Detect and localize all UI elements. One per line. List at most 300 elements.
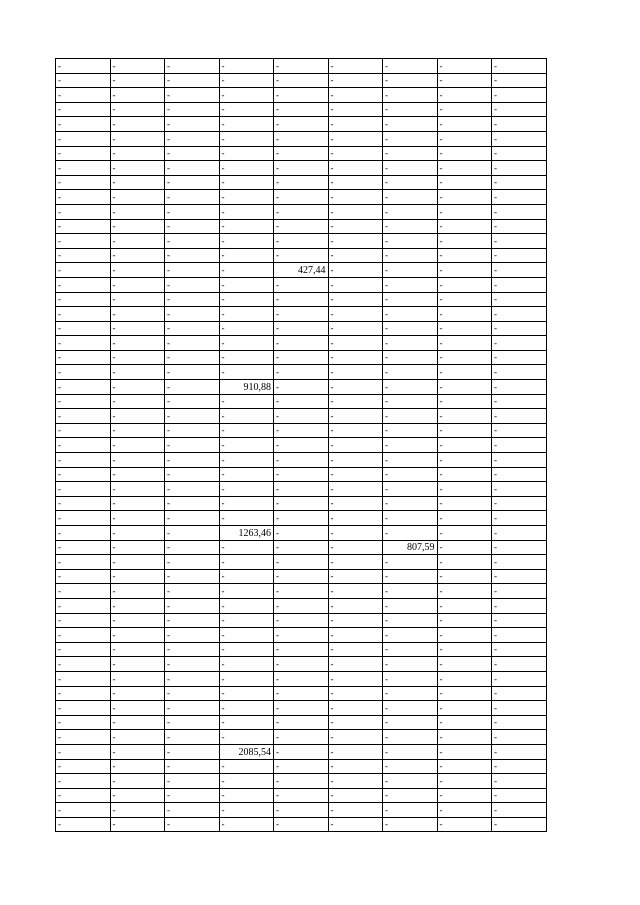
table-cell-empty: - — [328, 803, 383, 818]
table-cell-empty: - — [56, 657, 111, 672]
table-row — [56, 584, 547, 599]
table-cell-empty: - — [274, 365, 329, 380]
table-row — [56, 73, 547, 88]
table-cell-empty: - — [383, 394, 438, 409]
table-cell-empty: - — [165, 190, 220, 205]
table-cell-empty: - — [219, 146, 274, 161]
table-cell-empty: - — [56, 423, 111, 438]
table-row — [56, 788, 547, 803]
table-cell-empty: - — [219, 511, 274, 526]
table-cell-empty: - — [383, 598, 438, 613]
table-cell-empty: - — [219, 467, 274, 482]
table-row — [56, 701, 547, 716]
table-cell-empty: - — [274, 117, 329, 132]
table-cell-empty: - — [56, 88, 111, 103]
table-cell-empty: - — [56, 584, 111, 599]
table-cell-empty: - — [437, 234, 492, 249]
table-cell-empty: - — [492, 555, 547, 570]
table-cell-empty: - — [219, 438, 274, 453]
table-cell-empty: - — [274, 438, 329, 453]
table-cell-empty: - — [383, 642, 438, 657]
table-cell-empty: - — [383, 788, 438, 803]
table-cell-empty: - — [56, 438, 111, 453]
table-cell-empty: - — [165, 555, 220, 570]
table-row — [56, 453, 547, 468]
table-cell-empty: - — [165, 730, 220, 745]
table-cell-empty: - — [437, 817, 492, 832]
table-cell-empty: - — [492, 511, 547, 526]
table-cell-empty: - — [274, 59, 329, 74]
table-cell-empty: - — [219, 453, 274, 468]
table-cell-empty: - — [492, 88, 547, 103]
table-cell-empty: - — [383, 409, 438, 424]
table-cell-empty: - — [492, 453, 547, 468]
table-cell-empty: - — [165, 350, 220, 365]
table-cell-empty: - — [328, 584, 383, 599]
table-cell-empty: - — [165, 307, 220, 322]
table-cell-empty: - — [56, 730, 111, 745]
table-cell-empty: - — [328, 526, 383, 541]
table-cell-empty: - — [492, 715, 547, 730]
table-cell-empty: - — [274, 336, 329, 351]
table-cell-empty: - — [165, 584, 220, 599]
table-cell-empty: - — [56, 759, 111, 774]
table-cell-empty: - — [274, 204, 329, 219]
table-cell-empty: - — [492, 482, 547, 497]
table-cell-empty: - — [437, 365, 492, 380]
table-row — [56, 88, 547, 103]
table-cell-empty: - — [274, 526, 329, 541]
table-cell-empty: - — [219, 701, 274, 716]
table-row — [56, 365, 547, 380]
table-cell-empty: - — [328, 686, 383, 701]
table-cell-empty: - — [492, 438, 547, 453]
table-cell-empty: - — [56, 234, 111, 249]
table-row — [56, 394, 547, 409]
table-cell-empty: - — [383, 467, 438, 482]
table-cell-empty: - — [492, 496, 547, 511]
table-cell-empty: - — [437, 686, 492, 701]
table-cell-empty: - — [437, 423, 492, 438]
table-row — [56, 642, 547, 657]
table-cell-empty: - — [328, 744, 383, 759]
table-cell-empty: - — [110, 204, 165, 219]
table-cell-empty: - — [219, 102, 274, 117]
table-cell-empty: - — [328, 453, 383, 468]
table-cell-empty: - — [56, 511, 111, 526]
table-cell-empty: - — [328, 671, 383, 686]
table-cell-empty: - — [437, 657, 492, 672]
table-cell-empty: - — [383, 730, 438, 745]
table-cell-empty: - — [219, 482, 274, 497]
table-cell-empty: - — [492, 657, 547, 672]
table-cell-empty: - — [110, 307, 165, 322]
table-cell-empty: - — [110, 628, 165, 643]
table-cell-empty: - — [492, 613, 547, 628]
table-cell-empty: - — [219, 117, 274, 132]
table-cell-empty: - — [274, 715, 329, 730]
table-cell-empty: - — [383, 526, 438, 541]
table-cell-empty: - — [328, 59, 383, 74]
table-cell-empty: - — [328, 336, 383, 351]
table-cell-empty: - — [165, 467, 220, 482]
table-cell-empty: - — [383, 759, 438, 774]
table-cell-empty: - — [328, 569, 383, 584]
table-cell-empty: - — [165, 131, 220, 146]
table-cell-empty: - — [56, 701, 111, 716]
table-cell-empty: - — [383, 263, 438, 278]
table-cell-empty: - — [56, 102, 111, 117]
table-cell-empty: - — [383, 175, 438, 190]
table-cell-empty: - — [437, 744, 492, 759]
table-cell-empty: - — [219, 598, 274, 613]
table-row — [56, 598, 547, 613]
table-cell-empty: - — [110, 248, 165, 263]
table-cell-empty: - — [56, 774, 111, 789]
table-cell-empty: - — [110, 380, 165, 395]
table-cell-empty: - — [110, 161, 165, 176]
table-cell-empty: - — [56, 336, 111, 351]
table-cell-empty: - — [274, 409, 329, 424]
table-cell-empty: - — [165, 146, 220, 161]
table-cell-empty: - — [165, 642, 220, 657]
table-cell-empty: - — [437, 628, 492, 643]
table-cell-empty: - — [274, 277, 329, 292]
table-cell-empty: - — [110, 657, 165, 672]
table-cell-empty: - — [274, 774, 329, 789]
table-cell-empty: - — [328, 365, 383, 380]
table-cell-empty: - — [492, 817, 547, 832]
table-cell-empty: - — [219, 59, 274, 74]
table-cell-empty: - — [383, 277, 438, 292]
table-cell-empty: - — [165, 759, 220, 774]
table-cell-empty: - — [110, 569, 165, 584]
table-cell-empty: - — [492, 598, 547, 613]
table-cell-empty: - — [56, 715, 111, 730]
table-cell-empty: - — [328, 613, 383, 628]
table-cell-empty: - — [274, 803, 329, 818]
table-cell-empty: - — [274, 190, 329, 205]
table-cell-empty: - — [56, 307, 111, 322]
table-cell-empty: - — [56, 292, 111, 307]
table-cell-empty: - — [165, 788, 220, 803]
table-cell-empty: - — [219, 350, 274, 365]
table-row — [56, 496, 547, 511]
table-row — [56, 161, 547, 176]
table-row — [56, 102, 547, 117]
table-row — [56, 175, 547, 190]
table-cell-empty: - — [437, 102, 492, 117]
table-cell-empty: - — [328, 482, 383, 497]
table-cell-empty: - — [165, 204, 220, 219]
table-cell-empty: - — [383, 584, 438, 599]
table-cell-empty: - — [328, 540, 383, 555]
table-cell-empty: - — [219, 657, 274, 672]
table-cell-empty: - — [110, 117, 165, 132]
table-cell-empty: - — [274, 598, 329, 613]
table-cell-empty: - — [219, 613, 274, 628]
table-cell-empty: - — [492, 161, 547, 176]
table-cell-empty: - — [110, 496, 165, 511]
table-cell-empty: - — [56, 394, 111, 409]
table-cell-empty: - — [492, 730, 547, 745]
table-cell-empty: - — [383, 59, 438, 74]
table-cell-empty: - — [274, 730, 329, 745]
table-cell-empty: - — [492, 321, 547, 336]
table-row — [56, 336, 547, 351]
table-cell-empty: - — [110, 759, 165, 774]
table-cell-empty: - — [110, 146, 165, 161]
table-cell-empty: - — [165, 774, 220, 789]
table-cell-empty: - — [437, 453, 492, 468]
table-cell-empty: - — [56, 175, 111, 190]
table-cell-empty: - — [492, 131, 547, 146]
table-cell-empty: - — [437, 161, 492, 176]
table-cell-empty: - — [219, 204, 274, 219]
table-cell-empty: - — [110, 526, 165, 541]
table-cell-empty: - — [328, 701, 383, 716]
table-cell-empty: - — [219, 219, 274, 234]
table-cell-empty: - — [56, 73, 111, 88]
table-cell-empty: - — [56, 131, 111, 146]
table-cell-empty: - — [328, 234, 383, 249]
table-cell-empty: - — [437, 555, 492, 570]
table-cell-empty: - — [383, 190, 438, 205]
table-cell-empty: - — [328, 657, 383, 672]
table-cell-empty: - — [437, 88, 492, 103]
table-cell-empty: - — [328, 73, 383, 88]
table-cell-empty: - — [328, 204, 383, 219]
table-cell-empty: - — [165, 569, 220, 584]
table-cell-empty: - — [437, 584, 492, 599]
table-cell-empty: - — [110, 175, 165, 190]
table-cell-empty: - — [492, 774, 547, 789]
table-row — [56, 759, 547, 774]
table-cell-empty: - — [165, 438, 220, 453]
table-cell-empty: - — [165, 219, 220, 234]
table-cell-empty: - — [383, 628, 438, 643]
table-cell-empty: - — [219, 161, 274, 176]
table-row — [56, 248, 547, 263]
table-cell-empty: - — [492, 59, 547, 74]
table-cell-empty: - — [110, 423, 165, 438]
table-cell-empty: - — [56, 803, 111, 818]
table-cell-empty: - — [219, 277, 274, 292]
table-cell-empty: - — [437, 526, 492, 541]
table-cell-empty: - — [110, 613, 165, 628]
table-cell-empty: - — [492, 671, 547, 686]
table-cell-empty: - — [274, 73, 329, 88]
table-cell-empty: - — [165, 263, 220, 278]
table-cell-empty: - — [56, 263, 111, 278]
table-row — [56, 350, 547, 365]
table-cell-empty: - — [110, 744, 165, 759]
table-cell-empty: - — [492, 307, 547, 322]
table-cell-empty: - — [383, 423, 438, 438]
table-cell-empty: - — [219, 131, 274, 146]
table-cell-empty: - — [383, 161, 438, 176]
table-cell-empty: - — [383, 292, 438, 307]
table-cell-empty: - — [437, 146, 492, 161]
table-row — [56, 263, 547, 278]
table-cell-empty: - — [328, 321, 383, 336]
table-cell-empty: - — [492, 686, 547, 701]
table-cell-empty: - — [110, 803, 165, 818]
table-cell-empty: - — [383, 482, 438, 497]
table-cell-empty: - — [328, 730, 383, 745]
table-cell-empty: - — [56, 190, 111, 205]
table-cell-empty: - — [110, 598, 165, 613]
table-cell-empty: - — [492, 642, 547, 657]
table-cell-empty: - — [437, 511, 492, 526]
table-cell-empty: - — [110, 584, 165, 599]
table-cell-empty: - — [492, 540, 547, 555]
table-cell-empty: - — [437, 292, 492, 307]
table-cell-empty: - — [492, 365, 547, 380]
table-cell-empty: - — [492, 263, 547, 278]
table-cell-empty: - — [274, 453, 329, 468]
table-cell-empty: - — [219, 88, 274, 103]
table-cell-empty: - — [110, 453, 165, 468]
table-cell-empty: - — [165, 102, 220, 117]
table-row — [56, 292, 547, 307]
table-cell-empty: - — [274, 555, 329, 570]
table-cell-empty: - — [492, 701, 547, 716]
table-cell-empty: - — [328, 161, 383, 176]
table-cell-empty: - — [437, 701, 492, 716]
table-cell-empty: - — [328, 175, 383, 190]
table-cell-empty: - — [219, 263, 274, 278]
table-cell-empty: - — [383, 365, 438, 380]
table-cell-empty: - — [110, 482, 165, 497]
table-cell-empty: - — [437, 569, 492, 584]
table-cell-empty: - — [274, 146, 329, 161]
table-cell-empty: - — [437, 321, 492, 336]
table-cell-empty: - — [274, 496, 329, 511]
table-cell-empty: - — [274, 161, 329, 176]
table-cell-empty: - — [383, 204, 438, 219]
table-row — [56, 686, 547, 701]
table-cell-empty: - — [56, 365, 111, 380]
table-cell-empty: - — [492, 234, 547, 249]
table-cell-empty: - — [219, 569, 274, 584]
table-cell-empty: - — [110, 336, 165, 351]
table-cell-empty: - — [383, 569, 438, 584]
table-cell-empty: - — [56, 496, 111, 511]
table-cell-empty: - — [328, 146, 383, 161]
table-cell-empty: - — [328, 88, 383, 103]
table-row — [56, 277, 547, 292]
table-cell-empty: - — [165, 88, 220, 103]
table-cell-empty: - — [110, 394, 165, 409]
table-cell-empty: - — [383, 496, 438, 511]
table-row — [56, 59, 547, 74]
table-cell-empty: - — [110, 102, 165, 117]
table-cell-empty: - — [219, 496, 274, 511]
table-cell-empty: - — [165, 336, 220, 351]
table-cell-empty: - — [328, 423, 383, 438]
table-cell-empty: - — [437, 117, 492, 132]
table-cell-empty: - — [274, 657, 329, 672]
table-cell-empty: - — [165, 409, 220, 424]
table-cell-empty: - — [492, 292, 547, 307]
table-cell-empty: - — [383, 701, 438, 716]
table-cell-empty: - — [165, 628, 220, 643]
table-cell-empty: - — [110, 365, 165, 380]
table-cell-empty: - — [437, 204, 492, 219]
table-cell-empty: - — [383, 774, 438, 789]
table-cell-empty: - — [383, 117, 438, 132]
table-cell-empty: - — [110, 292, 165, 307]
table-cell-empty: - — [328, 102, 383, 117]
table-cell-empty: - — [110, 671, 165, 686]
table-cell-empty: - — [328, 817, 383, 832]
table-cell-empty: - — [437, 482, 492, 497]
table-cell-empty: - — [274, 759, 329, 774]
table-cell-empty: - — [219, 307, 274, 322]
table-cell-empty: - — [165, 453, 220, 468]
table-cell-empty: - — [165, 598, 220, 613]
table-row — [56, 817, 547, 832]
table-cell-empty: - — [383, 248, 438, 263]
table-row — [56, 715, 547, 730]
table-cell-empty: - — [274, 131, 329, 146]
table-cell-empty: - — [165, 817, 220, 832]
table-cell-empty: - — [328, 715, 383, 730]
table-cell-empty: - — [492, 73, 547, 88]
table-cell-empty: - — [165, 161, 220, 176]
table-cell-empty: - — [492, 336, 547, 351]
table-cell-empty: - — [110, 263, 165, 278]
table-cell-empty: - — [110, 321, 165, 336]
table-cell-empty: - — [383, 321, 438, 336]
table-row — [56, 131, 547, 146]
table-cell-empty: - — [56, 409, 111, 424]
table-cell-empty: - — [328, 496, 383, 511]
table-cell-empty: - — [492, 219, 547, 234]
table-cell-empty: - — [165, 234, 220, 249]
table-cell-empty: - — [274, 686, 329, 701]
table-row — [56, 307, 547, 322]
table-row — [56, 234, 547, 249]
table-cell-empty: - — [56, 526, 111, 541]
table-cell-empty: - — [56, 277, 111, 292]
table-cell-empty: - — [383, 803, 438, 818]
table-cell-empty: - — [274, 423, 329, 438]
table-cell-empty: - — [383, 73, 438, 88]
table-cell-empty: - — [219, 234, 274, 249]
table-cell-empty: - — [219, 817, 274, 832]
table-body — [56, 59, 547, 832]
table-cell-value: 910,88 — [219, 380, 274, 395]
table-cell-empty: - — [437, 759, 492, 774]
table-cell-empty: - — [165, 277, 220, 292]
table-cell-empty: - — [110, 88, 165, 103]
table-row — [56, 555, 547, 570]
table-cell-empty: - — [110, 511, 165, 526]
table-cell-empty: - — [110, 774, 165, 789]
table-cell-empty: - — [274, 701, 329, 716]
table-cell-empty: - — [165, 613, 220, 628]
table-cell-empty: - — [328, 263, 383, 278]
table-cell-empty: - — [492, 350, 547, 365]
table-cell-empty: - — [492, 277, 547, 292]
table-cell-empty: - — [110, 73, 165, 88]
table-row — [56, 117, 547, 132]
table-cell-empty: - — [328, 219, 383, 234]
table-cell-empty: - — [165, 73, 220, 88]
table-cell-empty: - — [165, 526, 220, 541]
